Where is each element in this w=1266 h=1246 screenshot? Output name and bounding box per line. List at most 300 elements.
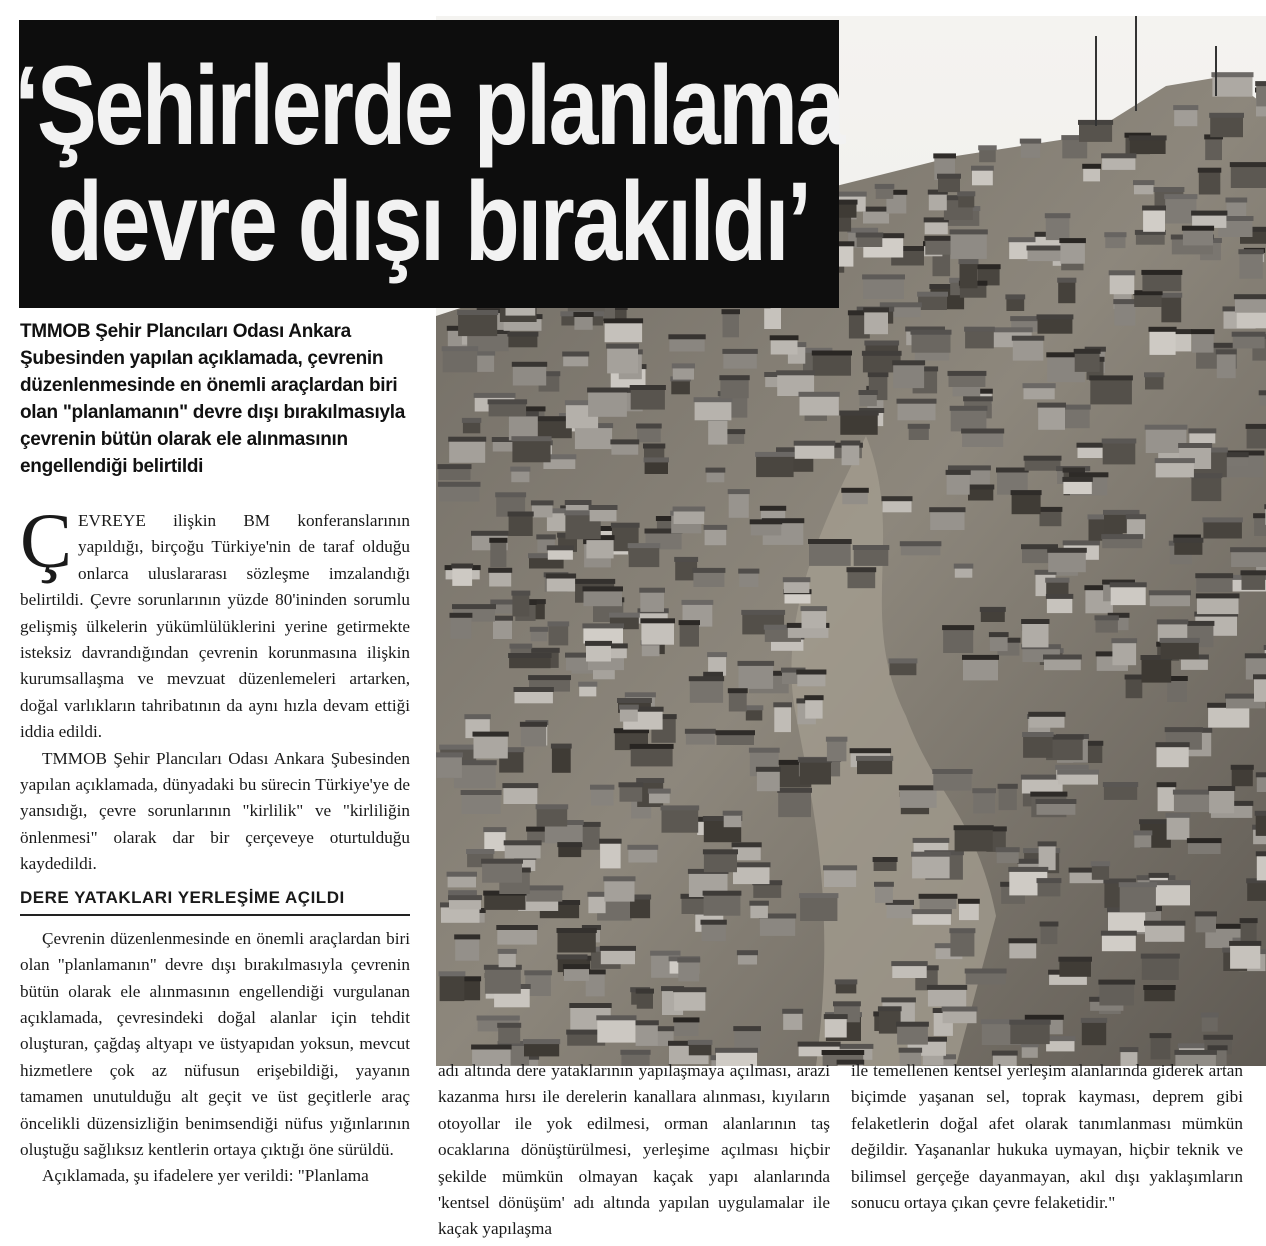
roof-shape xyxy=(929,507,965,512)
house-shape xyxy=(951,233,987,259)
roof-shape xyxy=(773,702,792,707)
roof-shape xyxy=(1190,473,1222,478)
house-shape xyxy=(1231,551,1266,567)
house-shape xyxy=(452,568,472,586)
roof-shape xyxy=(896,1022,929,1027)
house-shape xyxy=(704,853,737,872)
house-shape xyxy=(1103,443,1136,465)
house-shape xyxy=(490,542,506,567)
roof-shape xyxy=(528,675,571,680)
house-shape xyxy=(629,547,660,567)
house-shape xyxy=(813,355,851,376)
roof-shape xyxy=(511,436,551,441)
roof-shape xyxy=(583,586,624,591)
article-column-middle xyxy=(438,1058,830,1243)
roof-shape xyxy=(668,334,705,339)
house-shape xyxy=(1174,109,1197,126)
roof-shape xyxy=(1125,675,1144,680)
house-shape xyxy=(973,792,995,813)
house-shape xyxy=(678,962,699,982)
roof-shape xyxy=(1022,732,1054,737)
house-shape xyxy=(537,808,568,826)
roof-shape xyxy=(1126,514,1146,519)
house-shape xyxy=(1205,138,1222,160)
roof-shape xyxy=(998,784,1018,789)
roof-shape xyxy=(562,352,589,357)
roof-shape xyxy=(755,452,795,457)
house-shape xyxy=(708,420,727,445)
roof-shape xyxy=(1255,81,1266,86)
roof-shape xyxy=(1203,1035,1233,1040)
house-shape xyxy=(563,356,588,367)
roof-shape xyxy=(650,951,680,956)
house-shape xyxy=(1232,769,1253,786)
house-shape xyxy=(733,866,770,884)
house-shape xyxy=(451,617,472,639)
roof-shape xyxy=(1036,799,1077,804)
house-shape xyxy=(645,461,668,474)
headline-box xyxy=(14,20,844,308)
house-shape xyxy=(1233,336,1265,349)
roof-shape xyxy=(873,857,898,862)
house-shape xyxy=(499,953,516,967)
roof-shape xyxy=(1039,507,1063,512)
house-shape xyxy=(463,422,480,433)
house-shape xyxy=(1075,353,1100,372)
roof-shape xyxy=(617,698,652,703)
roof-shape xyxy=(1119,882,1157,887)
house-shape xyxy=(526,889,562,901)
roof-shape xyxy=(1055,765,1089,770)
house-shape xyxy=(588,896,605,913)
roof-shape xyxy=(794,441,836,446)
roof-shape xyxy=(1030,792,1067,797)
roof-shape xyxy=(777,788,812,793)
house-shape xyxy=(631,748,673,767)
house-shape xyxy=(509,516,533,537)
roof-shape xyxy=(1253,674,1266,679)
house-shape xyxy=(842,492,868,504)
roof-shape xyxy=(1155,458,1195,463)
house-shape xyxy=(1156,462,1194,477)
roof-shape xyxy=(732,842,762,847)
roof-shape xyxy=(557,842,582,847)
house-shape xyxy=(720,379,748,398)
roof-shape xyxy=(798,1042,841,1047)
house-shape xyxy=(959,903,979,920)
house-shape xyxy=(1102,935,1136,952)
roof-shape xyxy=(599,839,622,844)
house-shape xyxy=(607,348,638,374)
roof-shape xyxy=(937,174,961,179)
roof-shape xyxy=(776,370,815,375)
house-shape xyxy=(498,1027,520,1044)
roof-shape xyxy=(1057,770,1099,775)
roof-shape xyxy=(603,876,635,881)
roof-shape xyxy=(1240,918,1258,923)
house-shape xyxy=(1040,511,1062,526)
house-shape xyxy=(966,973,1006,985)
house-shape xyxy=(1037,803,1076,815)
house-shape xyxy=(1024,387,1055,399)
house-shape xyxy=(1217,353,1236,378)
roof-shape xyxy=(563,964,590,969)
house-shape xyxy=(1256,85,1266,106)
house-shape xyxy=(938,178,960,192)
roof-shape xyxy=(723,811,743,816)
house-shape xyxy=(489,403,526,416)
house-shape xyxy=(955,568,973,578)
roof-shape xyxy=(473,732,509,737)
roof-shape xyxy=(639,588,665,593)
roof-shape xyxy=(635,1020,659,1025)
roof-shape xyxy=(628,543,661,548)
house-shape xyxy=(979,149,996,162)
house-shape xyxy=(723,353,756,369)
house-shape xyxy=(1044,659,1081,671)
roof-shape xyxy=(640,618,675,623)
roof-shape xyxy=(1069,472,1108,477)
house-shape xyxy=(1145,925,1184,942)
roof-shape xyxy=(1037,314,1074,319)
house-shape xyxy=(1046,1040,1074,1051)
house-shape xyxy=(1048,552,1086,572)
roof-shape xyxy=(569,1003,611,1008)
house-shape xyxy=(637,428,661,443)
house-shape xyxy=(579,686,596,697)
roof-shape xyxy=(573,312,593,317)
house-shape xyxy=(673,367,694,379)
house-shape xyxy=(746,709,763,720)
house-shape xyxy=(913,913,951,925)
house-shape xyxy=(842,445,860,466)
house-shape xyxy=(800,396,839,416)
house-shape xyxy=(723,313,740,337)
roof-shape xyxy=(1111,638,1137,643)
roof-shape xyxy=(1129,135,1167,140)
roof-shape xyxy=(1142,206,1166,211)
roof-shape xyxy=(1095,615,1119,620)
roof-shape xyxy=(677,958,700,963)
roof-shape xyxy=(627,845,658,850)
roof-shape xyxy=(490,600,515,605)
roof-shape xyxy=(862,274,905,279)
roof-shape xyxy=(452,604,496,609)
roof-shape xyxy=(971,166,994,171)
roof-shape xyxy=(823,865,857,870)
roof-shape xyxy=(497,1023,521,1028)
house-shape xyxy=(686,733,715,745)
roof-shape xyxy=(1202,517,1243,522)
house-shape xyxy=(505,844,541,858)
paragraph-2: TMMOB Şehir Plancıları Odası Ankara Şubesinden yapılan açıklamada, dünyadaki bu sürecin Türkiye'ye de yansıdığı, çevre sorunlarının "kirlilik" ve "kirliliğin önlenmesi" olarak dar bir çerçeveye oturtulduğu kaydedildi. xyxy=(20,748,410,874)
house-shape xyxy=(1059,961,1091,977)
roof-shape xyxy=(862,351,902,356)
house-shape xyxy=(760,918,795,936)
roof-shape xyxy=(1082,164,1101,169)
roof-shape xyxy=(722,309,741,314)
house-shape xyxy=(600,843,621,869)
roof-shape xyxy=(489,538,507,543)
roof-shape xyxy=(630,385,666,390)
roof-shape xyxy=(510,644,533,649)
roof-shape xyxy=(611,523,640,528)
house-shape xyxy=(756,456,794,477)
house-shape xyxy=(702,924,726,941)
roof-shape xyxy=(1211,72,1253,77)
roof-shape xyxy=(656,1026,674,1031)
house-shape xyxy=(943,1011,977,1024)
roof-shape xyxy=(454,934,480,939)
roof-shape xyxy=(504,840,542,845)
house-shape xyxy=(524,1043,559,1056)
house-shape xyxy=(674,511,705,525)
roof-shape xyxy=(530,648,560,653)
house-shape xyxy=(1062,139,1087,158)
roof-shape xyxy=(1259,390,1266,395)
house-shape xyxy=(674,1021,698,1036)
roof-shape xyxy=(722,349,757,354)
roof-shape xyxy=(737,950,758,955)
roof-shape xyxy=(959,259,979,264)
house-shape xyxy=(1210,117,1243,137)
house-shape xyxy=(1108,911,1145,932)
roof-shape xyxy=(1101,153,1136,158)
roof-shape xyxy=(551,744,572,749)
house-shape xyxy=(925,221,948,234)
roof-shape xyxy=(847,228,878,233)
house-shape xyxy=(729,692,747,711)
roof-shape xyxy=(1164,194,1197,199)
house-shape xyxy=(448,876,476,888)
roof-shape xyxy=(1020,139,1041,144)
house-shape xyxy=(558,932,596,953)
roof-shape xyxy=(1231,765,1254,770)
roof-shape xyxy=(882,496,913,501)
house-shape xyxy=(669,338,704,351)
house-shape xyxy=(840,415,877,435)
roof-shape xyxy=(1209,113,1244,118)
roof-shape xyxy=(448,890,477,895)
house-shape xyxy=(695,401,732,420)
roof-shape xyxy=(897,399,937,404)
roof-shape xyxy=(507,332,538,337)
house-shape xyxy=(438,468,470,480)
roof-shape xyxy=(502,783,538,788)
roof-shape xyxy=(477,1016,520,1021)
roof-shape xyxy=(965,969,1007,974)
roof-shape xyxy=(688,1040,713,1045)
house-shape xyxy=(1150,594,1190,606)
roof-shape xyxy=(1208,786,1235,791)
roof-shape xyxy=(1008,867,1048,872)
roof-shape xyxy=(856,233,884,238)
roof-shape xyxy=(1101,931,1137,936)
house-shape xyxy=(875,886,893,903)
house-shape xyxy=(508,336,537,348)
house-shape xyxy=(1197,597,1239,614)
house-shape xyxy=(1142,958,1179,980)
roof-shape xyxy=(457,310,498,315)
roof-shape xyxy=(604,318,644,323)
roof-shape xyxy=(862,207,890,212)
house-shape xyxy=(586,645,611,662)
roof-shape xyxy=(891,961,927,966)
roof-shape xyxy=(859,390,878,395)
roof-shape xyxy=(892,360,925,365)
house-shape xyxy=(933,253,951,276)
house-shape xyxy=(1256,815,1266,836)
house-shape xyxy=(883,500,912,512)
paragraph-5: adı altında dere yataklarının yapılaşmaya açılması, arazi kazanma hırsı ile derelerin kanallara alınması, kıyıların otoyollar ile yok edilmesi, orman alanlarının taş ocaklarına dönüştürülmesi, yerleşime açılması hiçbir şekilde mümkün olmayan kaçak yapı alanlarında 'kentsel dönüşüm' adı altında yapılan uygulamalar ile kaçak yapılaşma xyxy=(438,1061,830,1239)
roof-shape xyxy=(1040,922,1059,927)
roof-shape xyxy=(1057,278,1076,283)
house-shape xyxy=(1099,984,1134,1006)
roof-shape xyxy=(822,1050,865,1055)
roof-shape xyxy=(1253,513,1266,518)
roof-shape xyxy=(841,488,869,493)
roof-shape xyxy=(900,541,942,546)
roof-shape xyxy=(685,729,716,734)
roof-shape xyxy=(508,653,551,658)
roof-shape xyxy=(738,661,775,666)
house-shape xyxy=(1192,333,1214,353)
roof-shape xyxy=(1025,1015,1064,1020)
roof-shape xyxy=(488,399,527,404)
roof-shape xyxy=(1149,873,1169,878)
roof-shape xyxy=(963,396,993,401)
house-shape xyxy=(928,989,966,1007)
roof-shape xyxy=(1063,468,1085,473)
house-shape xyxy=(1102,157,1135,170)
roof-shape xyxy=(1241,570,1266,575)
roof-shape xyxy=(546,574,576,579)
house-shape xyxy=(564,968,589,981)
house-shape xyxy=(874,861,897,871)
house-shape xyxy=(611,443,638,454)
roof-shape xyxy=(648,789,671,794)
roof-shape xyxy=(824,1014,848,1019)
house-shape xyxy=(968,489,993,501)
roof-shape xyxy=(799,893,838,898)
roof-shape xyxy=(756,767,781,772)
house-shape xyxy=(680,624,699,647)
roof-shape xyxy=(450,613,473,618)
house-shape xyxy=(1142,274,1181,291)
house-shape xyxy=(584,590,623,606)
roof-shape xyxy=(1149,327,1177,332)
house-shape xyxy=(1260,394,1266,406)
house-shape xyxy=(848,571,876,588)
roof-shape xyxy=(514,687,554,692)
roof-shape xyxy=(927,985,967,990)
house-shape xyxy=(785,593,811,603)
house-shape xyxy=(484,895,525,910)
house-shape xyxy=(1038,318,1073,333)
roof-shape xyxy=(495,492,526,497)
roof-shape xyxy=(961,429,1004,434)
house-shape xyxy=(437,756,462,778)
house-shape xyxy=(1142,659,1172,683)
roof-shape xyxy=(1216,349,1237,354)
house-shape xyxy=(972,170,993,186)
house-shape xyxy=(999,788,1017,810)
headline-line-1: ‘Şehirlerde planlama xyxy=(14,43,844,168)
house-shape xyxy=(443,350,478,372)
roof-shape xyxy=(1198,168,1222,173)
house-shape xyxy=(509,657,550,668)
roof-shape xyxy=(745,705,764,710)
roof-shape xyxy=(661,805,700,810)
article-column-left xyxy=(20,497,410,1190)
roof-shape xyxy=(847,567,877,572)
roof-shape xyxy=(1173,538,1203,543)
roof-shape xyxy=(1230,547,1266,552)
roof-shape xyxy=(912,909,952,914)
roof-shape xyxy=(889,658,918,663)
roof-shape xyxy=(967,485,994,490)
house-shape xyxy=(1009,942,1036,958)
house-shape xyxy=(637,993,653,1009)
roof-shape xyxy=(1028,712,1065,717)
roof-shape xyxy=(749,748,780,753)
house-shape xyxy=(1203,521,1242,538)
roof-shape xyxy=(881,997,916,1002)
house-shape xyxy=(1235,298,1266,313)
house-shape xyxy=(950,932,974,956)
house-shape xyxy=(1161,297,1181,323)
roof-shape xyxy=(609,613,640,618)
house-shape xyxy=(863,278,904,299)
roof-shape xyxy=(950,229,988,234)
house-shape xyxy=(947,474,970,495)
house-shape xyxy=(774,706,791,732)
roof-shape xyxy=(1005,294,1025,299)
roof-shape xyxy=(1008,938,1037,943)
house-shape xyxy=(1111,586,1146,605)
house-shape xyxy=(860,394,877,406)
house-shape xyxy=(1188,842,1221,854)
house-shape xyxy=(689,1044,712,1055)
roof-shape xyxy=(523,1039,560,1044)
house-shape xyxy=(1039,845,1056,870)
house-shape xyxy=(1023,736,1053,758)
roof-shape xyxy=(1058,957,1092,962)
house-shape xyxy=(586,539,613,558)
house-shape xyxy=(1022,1046,1038,1058)
roof-shape xyxy=(899,785,938,790)
house-shape xyxy=(590,509,617,521)
roof-shape xyxy=(1201,1013,1219,1018)
house-shape xyxy=(531,631,547,642)
house-shape xyxy=(474,736,508,759)
house-shape xyxy=(717,734,755,745)
house-shape xyxy=(1134,184,1154,194)
roof-shape xyxy=(980,607,1006,612)
roof-shape xyxy=(488,568,512,573)
house-shape xyxy=(912,334,951,353)
roof-shape xyxy=(1045,213,1071,218)
house-shape xyxy=(620,709,638,722)
house-shape xyxy=(920,898,957,909)
roof-shape xyxy=(1045,578,1069,583)
roof-shape xyxy=(673,987,706,992)
roof-shape xyxy=(1043,655,1082,660)
roof-shape xyxy=(1160,293,1182,298)
roof-shape xyxy=(512,362,547,367)
roof-shape xyxy=(1037,403,1066,408)
house-shape xyxy=(960,263,978,288)
